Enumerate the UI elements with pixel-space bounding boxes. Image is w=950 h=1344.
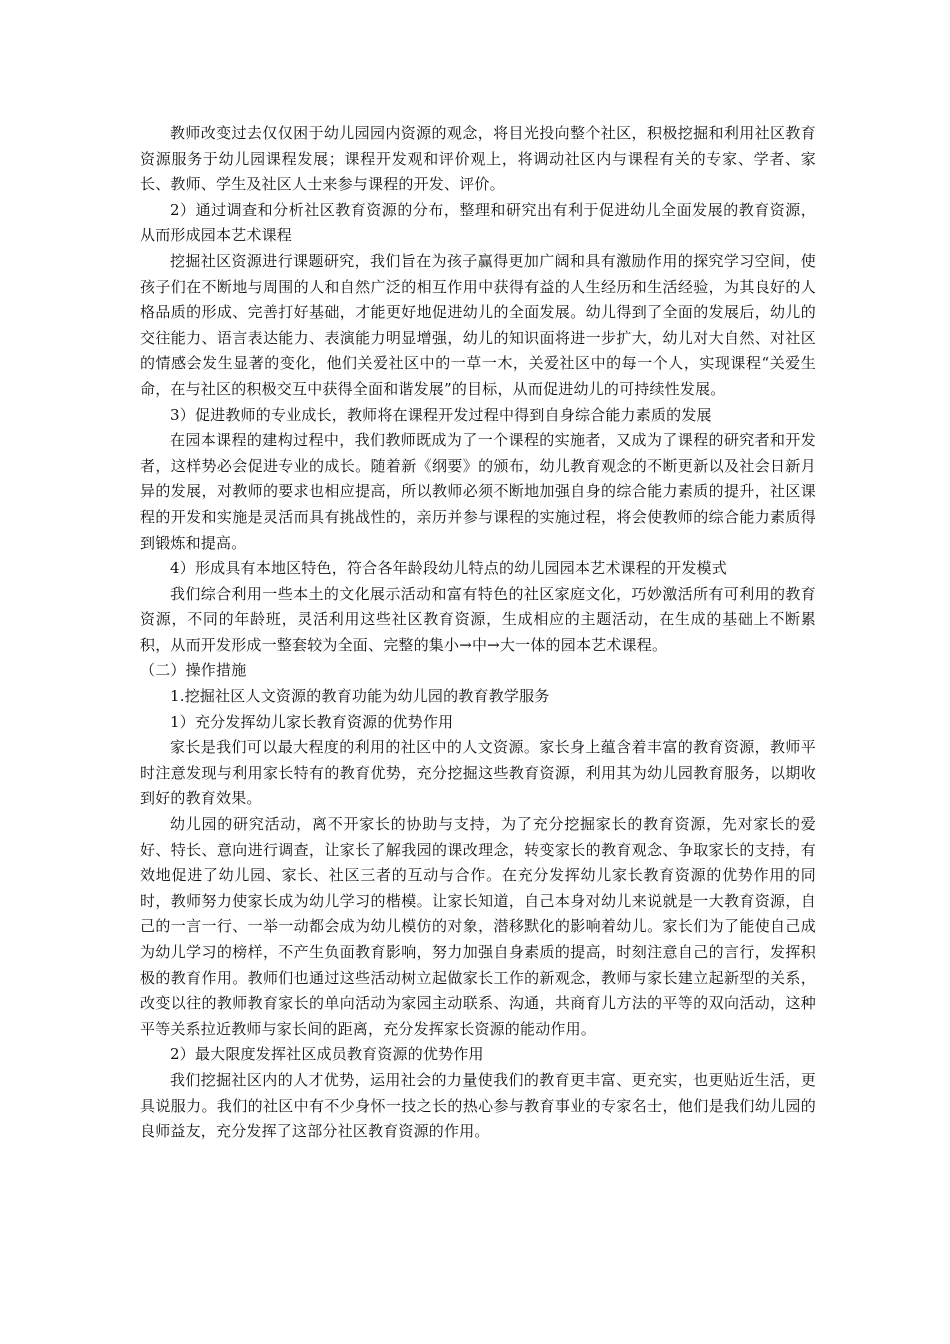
numbered-heading-3: 3）促进教师的专业成长，教师将在课程开发过程中得到自身综合能力素质的发展	[170, 405, 712, 424]
subsection-heading-1: 1.挖掘社区人文资源的教育功能为幼儿园的教育教学服务	[170, 687, 550, 706]
body-paragraph: 我们综合利用一些本土的文化展示活动和富有特色的社区家庭文化，巧妙激活所有可利用的教育资源，不同的年龄班，灵活利用这些社区教育资源，生成相应的主题活动，在生成的基础上不断累积，从而开发形成一整套较为全面、完整的集小→中→大一体的园本艺术课程。	[140, 584, 816, 654]
body-paragraph: 幼儿园的研究活动，离不开家长的协助与支持，为了充分挖掘家长的教育资源，先对家长的爱好、特长、意向进行调查，让家长了解我园的课改理念，转变家长的教育观念、争取家长的支持，有效地促进了幼儿园、家长、社区三者的互动与合作。在充分发挥幼儿家长教育资源的优势作用的同时，教师努力使家长成为幼儿学习的楷模。让家长知道，自己本身对幼儿来说就是一大教育资源，自己的一言一行、一举一动都会成为幼儿模仿的对象，潜移默化的影响着幼儿。家长们为了能使自己成为幼儿学习的榜样，不产生负面教育影响，努力加强自身素质的提高，时刻注意自己的言行，发挥积极的教育作用。教师们也通过这些活动树立起做家长工作的新观念，教师与家长建立起新型的关系，改变以往的教师教育家长的单向活动为家园主动联系、沟通，共商育儿方法的平等的双向活动，这种平等关系拉近教师与家长间的距离，充分发挥家长资源的能动作用。	[140, 815, 816, 1038]
numbered-heading-2b: 2）最大限度发挥社区成员教育资源的优势作用	[170, 1045, 484, 1064]
numbered-heading-2: 2）通过调查和分析社区教育资源的分布，整理和研究出有利于促进幼儿全面发展的教育资源，从而形成园本艺术课程	[140, 200, 816, 245]
body-paragraph: 在园本课程的建构过程中，我们教师既成为了一个课程的实施者，又成为了课程的研究者和开发者，这样势必会促进专业的成长。随着新《纲要》的颁布，幼儿教育观念的不断更新以及社会日新月异的发展，对教师的要求也相应提高，所以教师必须不断地加强自身的综合能力素质的提升，社区课程的开发和实施是灵活而具有挑战性的，亲历并参与课程的实施过程，将会使教师的综合能力素质得到锻炼和提高。	[140, 431, 816, 552]
numbered-heading-4: 4）形成具有本地区特色，符合各年龄段幼儿特点的幼儿园园本艺术课程的开发模式	[170, 559, 727, 578]
document-body	[140, 121, 816, 1145]
body-paragraph: 教师改变过去仅仅困于幼儿园园内资源的观念，将目光投向整个社区，积极挖掘和利用社区教育资源服务于幼儿园课程发展；课程开发观和评价观上，将调动社区内与课程有关的专家、学者、家长、教师、学生及社区人士来参与课程的开发、评价。	[140, 124, 816, 194]
numbered-heading-1: 1）充分发挥幼儿家长教育资源的优势作用	[170, 712, 454, 731]
body-paragraph: 我们挖掘社区内的人才优势，运用社会的力量使我们的教育更丰富、更充实，也更贴近生活，更具说服力。我们的社区中有不少身怀一技之长的热心参与教育事业的专家名士，他们是我们幼儿园的良师益友，充分发挥了这部分社区教育资源的作用。	[140, 1070, 816, 1141]
section-heading-operation-measures: （二）操作措施	[140, 661, 247, 680]
body-paragraph: 家长是我们可以最大程度的利用的社区中的人文资源。家长身上蕴含着丰富的教育资源，教师平时注意发现与利用家长特有的教育优势，充分挖掘这些教育资源，利用其为幼儿园教育服务，以期收到好的教育效果。	[140, 738, 816, 808]
body-paragraph: 挖掘社区资源进行课题研究，我们旨在为孩子赢得更加广阔和具有激励作用的探究学习空间，使孩子们在不断地与周围的人和自然广泛的相互作用中获得有益的人生经历和生活经验，为其良好的人格品质的形成、完善打好基础，才能更好地促进幼儿的全面发展。幼儿得到了全面的发展后，幼儿的交往能力、语言表达能力、表演能力明显增强，幼儿的知识面将进一步扩大，幼儿对大自然、对社区的情感会发生显著的变化，他们关爱社区中的一草一木，关爱社区中的每一个人，实现课程“关爱生命，在与社区的积极交互中获得全面和谐发展”的目标，从而促进幼儿的可持续性发展。	[140, 251, 816, 398]
